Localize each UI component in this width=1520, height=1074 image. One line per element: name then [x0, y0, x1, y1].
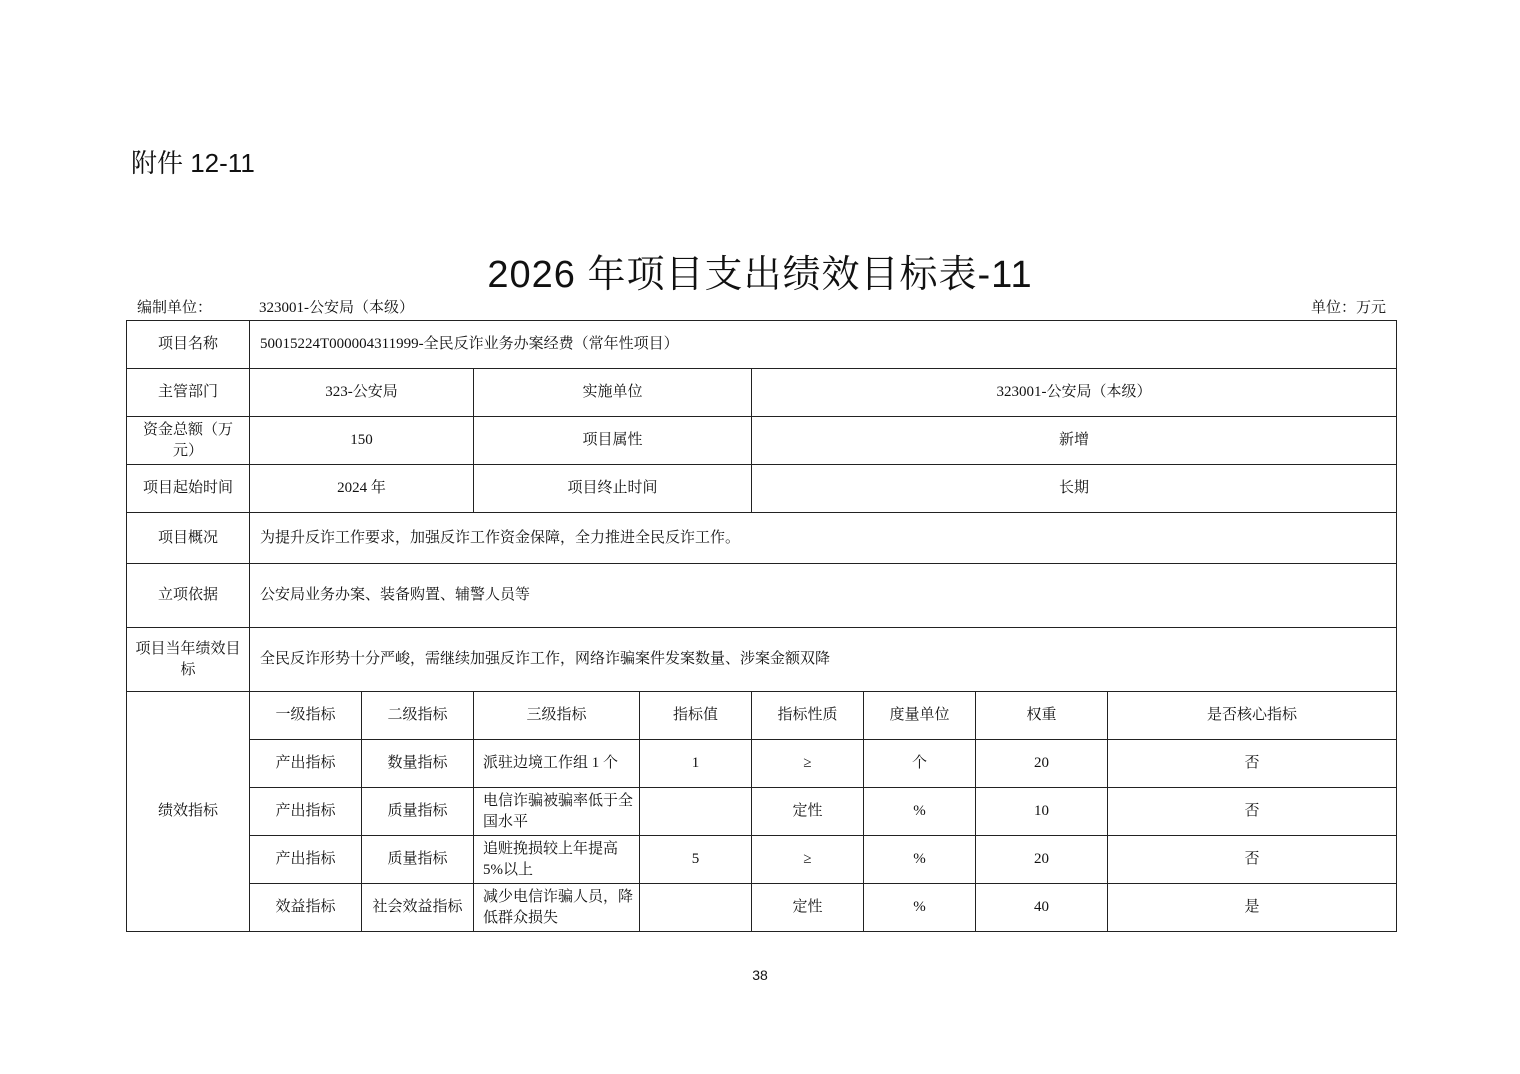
indicator-l1: 产出指标: [250, 740, 362, 788]
basis-label: 立项依据: [127, 564, 250, 628]
indicator-l2: 数量指标: [362, 740, 474, 788]
attr-value: 新增: [752, 417, 1397, 465]
indicator-core: 是: [1108, 884, 1397, 932]
compiling-unit: [137, 296, 414, 317]
indicator-row: [127, 836, 1397, 884]
indicator-value: [640, 884, 752, 932]
indicator-row: [127, 884, 1397, 932]
indicators-section-label: 绩效指标: [127, 692, 250, 932]
indicator-l3: 减少电信诈骗人员，降低群众损失: [474, 884, 640, 932]
start-label: 项目起始时间: [127, 465, 250, 513]
header-l2: 二级指标: [362, 692, 474, 740]
start-value: 2024 年: [250, 465, 474, 513]
dept-label: 主管部门: [127, 369, 250, 417]
indicator-nature: 定性: [752, 788, 864, 836]
header-unit: 度量单位: [864, 692, 976, 740]
page-number: 38: [752, 967, 768, 983]
indicator-core: 否: [1108, 836, 1397, 884]
row-overview: [127, 513, 1397, 564]
funds-value: 150: [250, 417, 474, 465]
row-dept: [127, 369, 1397, 417]
attachment-label: 附件 12-11: [131, 148, 255, 178]
indicator-l2: 社会效益指标: [362, 884, 474, 932]
indicator-unit: %: [864, 788, 976, 836]
indicator-weight: 20: [976, 836, 1108, 884]
indicator-l2: 质量指标: [362, 836, 474, 884]
row-period: [127, 465, 1397, 513]
header-nature: 指标性质: [752, 692, 864, 740]
dept-value: 323-公安局: [250, 369, 474, 417]
row-project-name: [127, 321, 1397, 369]
header-l3: 三级指标: [474, 692, 640, 740]
funds-label: 资金总额（万元）: [127, 417, 250, 465]
indicator-l3: 派驻边境工作组 1 个: [474, 740, 640, 788]
indicator-header-row: [127, 692, 1397, 740]
end-value: 长期: [752, 465, 1397, 513]
indicator-l1: 产出指标: [250, 836, 362, 884]
indicator-nature: 定性: [752, 884, 864, 932]
header-weight: 权重: [976, 692, 1108, 740]
indicator-weight: 20: [976, 740, 1108, 788]
row-funds: [127, 417, 1397, 465]
header-l1: 一级指标: [250, 692, 362, 740]
impl-unit-label: 实施单位: [474, 369, 752, 417]
indicator-l1: 产出指标: [250, 788, 362, 836]
indicator-unit: 个: [864, 740, 976, 788]
unit-note: 单位：万元: [1310, 300, 1386, 316]
indicator-unit: %: [864, 884, 976, 932]
attr-label: 项目属性: [474, 417, 752, 465]
indicator-value: [640, 788, 752, 836]
compiling-unit-label: 编制单位：: [137, 300, 213, 316]
indicator-value: 1: [640, 740, 752, 788]
project-name-label: 项目名称: [127, 321, 250, 369]
indicator-row: [127, 788, 1397, 836]
overview-label: 项目概况: [127, 513, 250, 564]
page-title: 2026 年项目支出绩效目标表-11: [487, 254, 1033, 296]
indicator-l3: 电信诈骗被骗率低于全国水平: [474, 788, 640, 836]
indicator-core: 否: [1108, 740, 1397, 788]
compiling-unit-value: 323001-公安局（本级）: [259, 300, 414, 316]
indicator-nature: ≥: [752, 836, 864, 884]
indicator-weight: 40: [976, 884, 1108, 932]
indicator-nature: ≥: [752, 740, 864, 788]
overview-value: 为提升反诈工作要求，加强反诈工作资金保障，全力推进全民反诈工作。: [250, 513, 1397, 564]
indicator-unit: %: [864, 836, 976, 884]
indicator-value: 5: [640, 836, 752, 884]
performance-table: [126, 320, 1397, 932]
goal-label: 项目当年绩效目标: [127, 628, 250, 692]
project-name-value: 50015224T000004311999-全民反诈业务办案经费（常年性项目）: [250, 321, 1397, 369]
header-core: 是否核心指标: [1108, 692, 1397, 740]
indicator-core: 否: [1108, 788, 1397, 836]
goal-value: 全民反诈形势十分严峻，需继续加强反诈工作，网络诈骗案件发案数量、涉案金额双降: [250, 628, 1397, 692]
indicator-l1: 效益指标: [250, 884, 362, 932]
impl-unit-value: 323001-公安局（本级）: [752, 369, 1397, 417]
basis-value: 公安局业务办案、装备购置、辅警人员等: [250, 564, 1397, 628]
row-goal: [127, 628, 1397, 692]
indicator-l3: 追赃挽损较上年提高5%以上: [474, 836, 640, 884]
indicator-l2: 质量指标: [362, 788, 474, 836]
row-basis: [127, 564, 1397, 628]
indicator-weight: 10: [976, 788, 1108, 836]
end-label: 项目终止时间: [474, 465, 752, 513]
indicator-row: [127, 740, 1397, 788]
header-value: 指标值: [640, 692, 752, 740]
